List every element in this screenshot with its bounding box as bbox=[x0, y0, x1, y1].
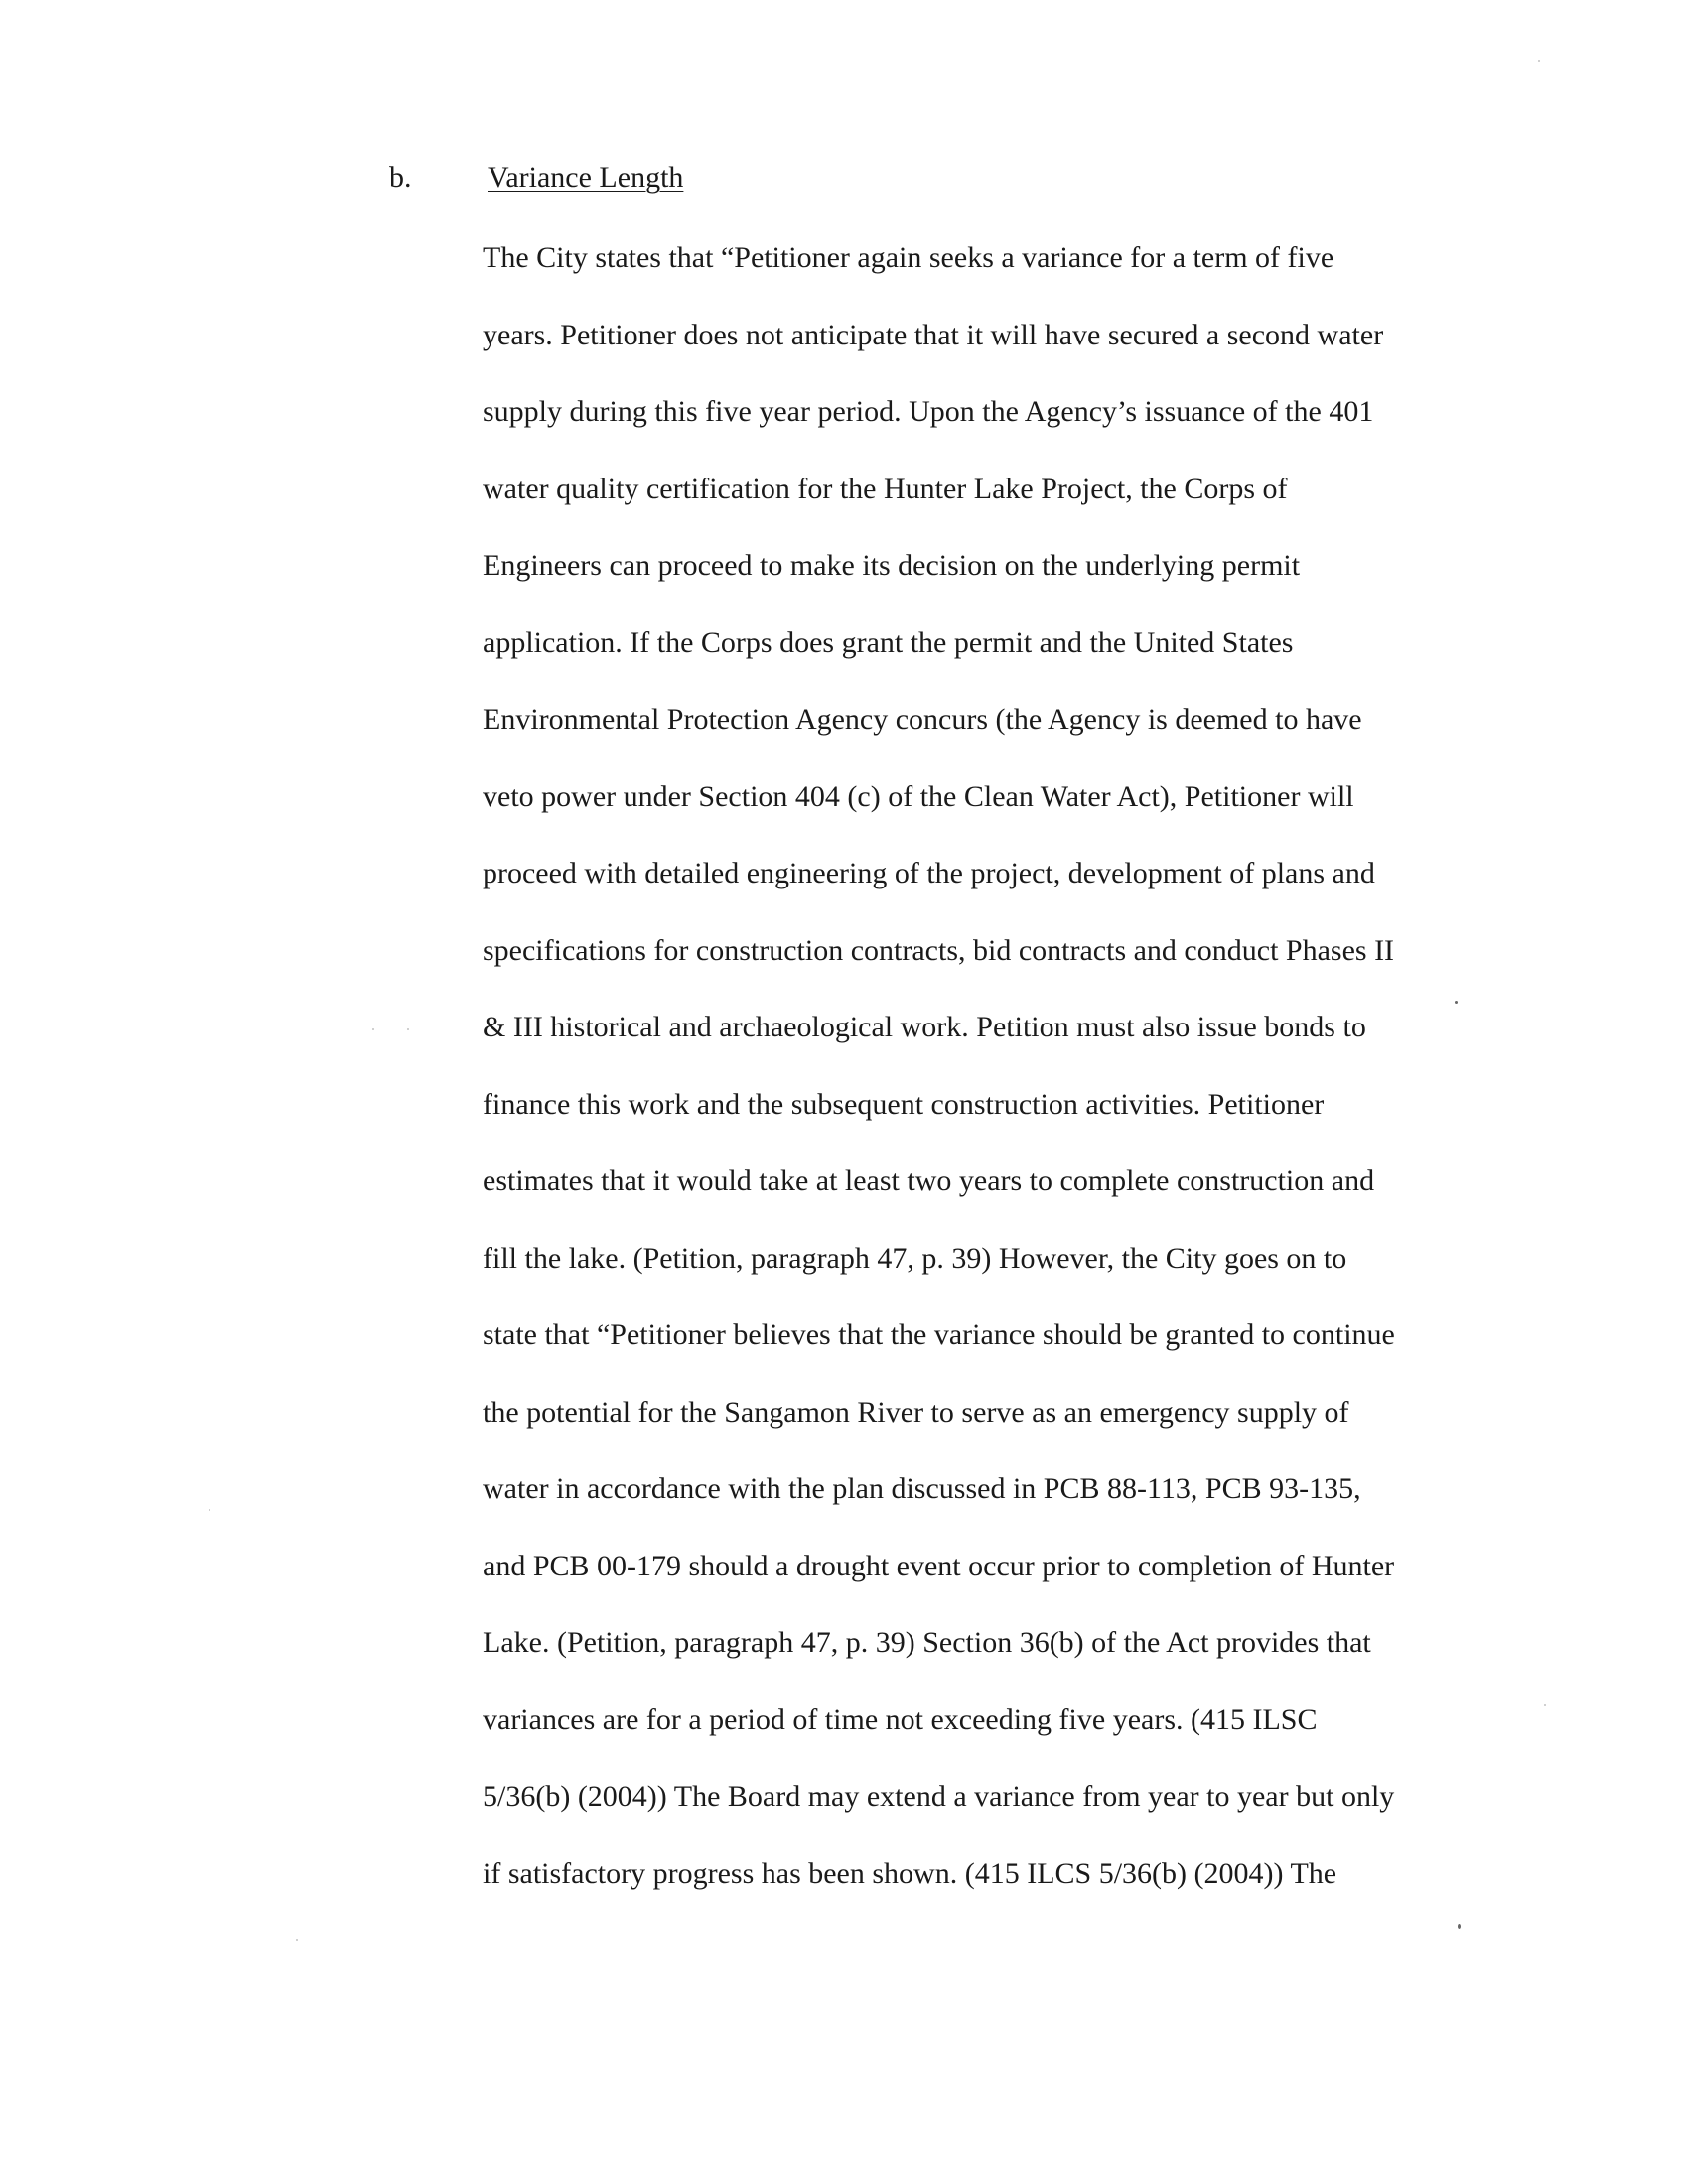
body-line: Engineers can proceed to make its decision on the underlying permit bbox=[483, 549, 1301, 582]
section-heading: Variance Length bbox=[488, 161, 684, 194]
scan-speck bbox=[372, 1028, 374, 1030]
scan-speck bbox=[296, 1939, 298, 1941]
body-line: 5/36(b) (2004)) The Board may extend a variance from year to year but only bbox=[483, 1780, 1395, 1813]
body-line: water in accordance with the plan discussed in PCB 88-113, PCB 93-135, bbox=[483, 1472, 1361, 1505]
body-line: years. Petitioner does not anticipate that it will have secured a second water bbox=[483, 318, 1384, 351]
section-marker: b. bbox=[389, 161, 412, 194]
body-line: the potential for the Sangamon River to serve as an emergency supply of bbox=[483, 1395, 1349, 1429]
body-line: and PCB 00-179 should a drought event occur prior to completion of Hunter bbox=[483, 1549, 1395, 1582]
body-line: variances are for a period of time not exceeding five years. (415 ILSC bbox=[483, 1703, 1318, 1736]
body-line: water quality certification for the Hunter Lake Project, the Corps of bbox=[483, 472, 1288, 505]
body-line: Environmental Protection Agency concurs (the Agency is deemed to have bbox=[483, 703, 1362, 736]
body-line: specifications for construction contracts, bid contracts and conduct Phases II bbox=[483, 933, 1395, 967]
scan-speck bbox=[209, 1509, 210, 1511]
body-line: estimates that it would take at least two years to complete construction and bbox=[483, 1164, 1375, 1197]
scan-speck bbox=[1544, 1704, 1546, 1706]
body-line: & III historical and archaeological work. Petition must also issue bonds to bbox=[483, 1011, 1366, 1043]
scan-speck bbox=[1458, 1924, 1461, 1929]
body-line: supply during this five year period. Upon the Agency’s issuance of the 401 bbox=[483, 395, 1374, 428]
scan-speck bbox=[1455, 1001, 1458, 1004]
scan-speck bbox=[407, 1028, 409, 1030]
body-line: veto power under Section 404 (c) of the Clean Water Act), Petitioner will bbox=[483, 779, 1354, 813]
body-line: proceed with detailed engineering of the project, development of plans and bbox=[483, 857, 1375, 889]
body-line: fill the lake. (Petition, paragraph 47, p. 39) However, the City goes on to bbox=[483, 1241, 1347, 1275]
body-paragraph bbox=[483, 236, 1485, 1929]
body-line: state that “Petitioner believes that the variance should be granted to continue bbox=[483, 1318, 1395, 1351]
body-line: Lake. (Petition, paragraph 47, p. 39) Section 36(b) of the Act provides that bbox=[483, 1626, 1371, 1659]
body-line: if satisfactory progress has been shown. (415 ILCS 5/36(b) (2004)) The bbox=[483, 1856, 1337, 1890]
body-line: application. If the Corps does grant the permit and the United States bbox=[483, 625, 1294, 659]
body-line: The City states that “Petitioner again seeks a variance for a term of five bbox=[483, 241, 1334, 274]
body-line: finance this work and the subsequent construction activities. Petitioner bbox=[483, 1087, 1325, 1121]
scan-speck bbox=[1538, 60, 1540, 62]
